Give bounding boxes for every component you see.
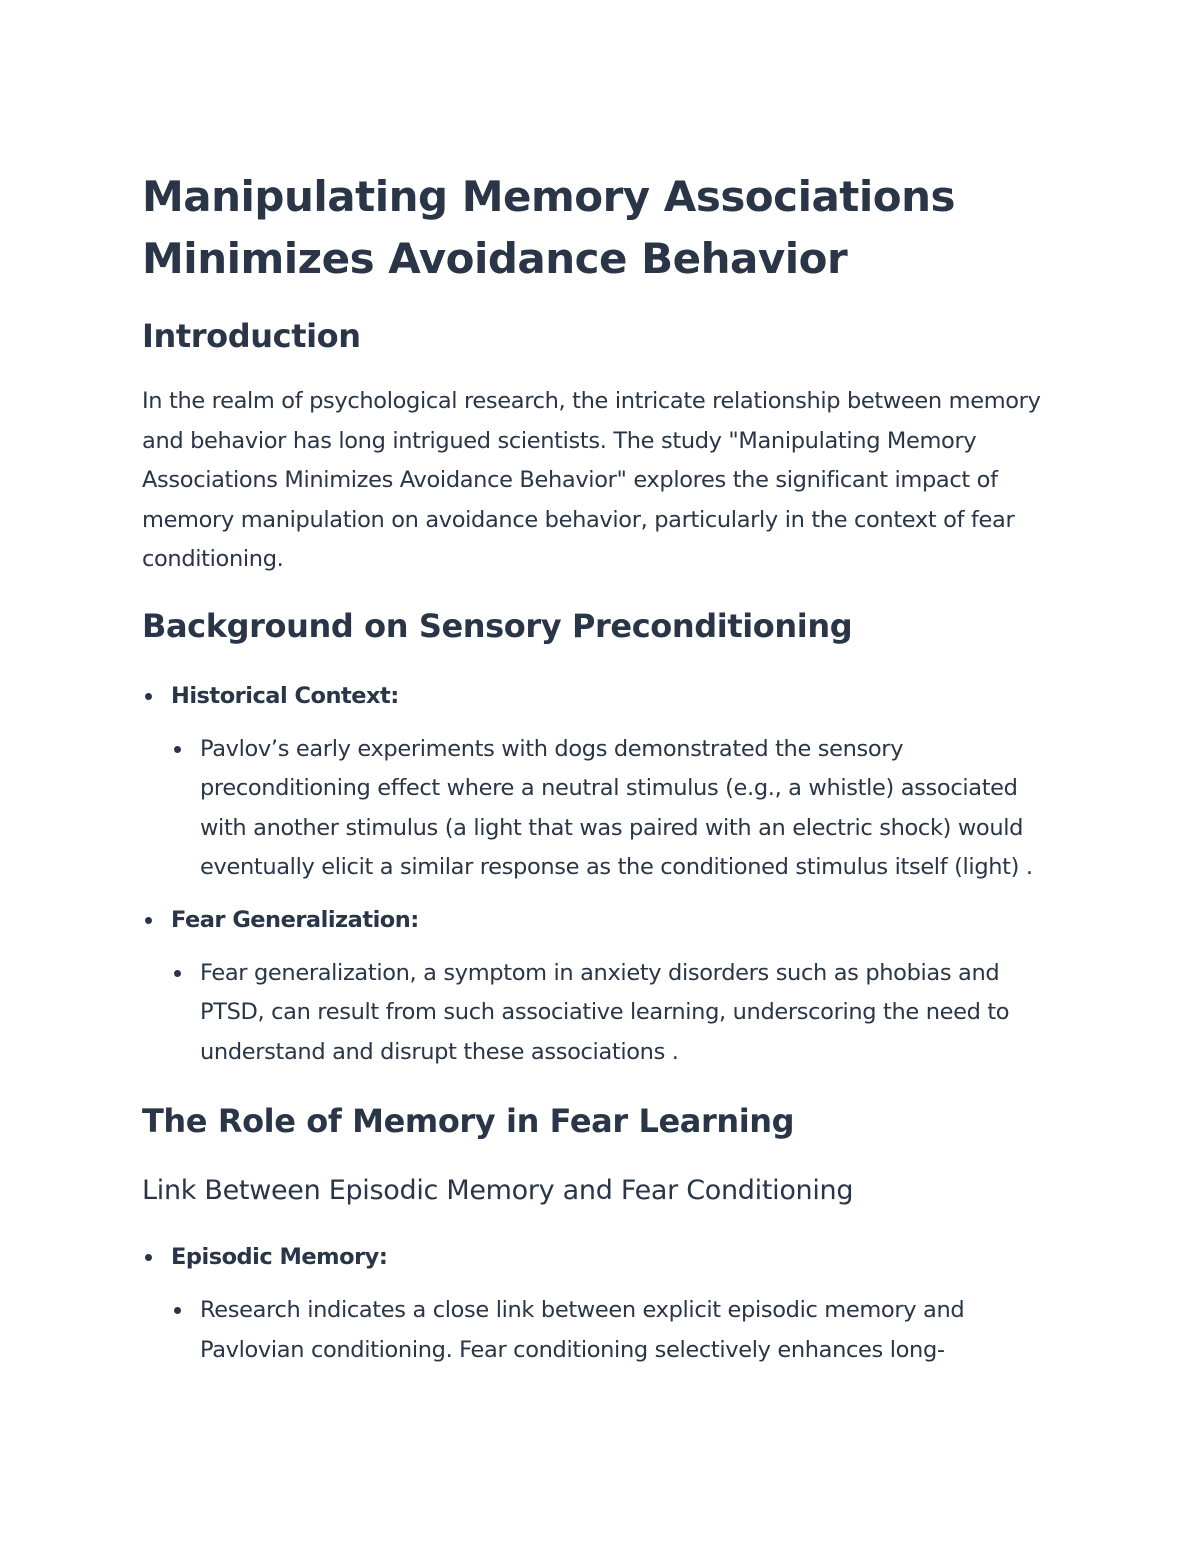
sub-list-item bbox=[171, 1291, 1070, 1370]
list-item-label: Episodic Memory: bbox=[171, 1244, 388, 1271]
list-item-episodic-memory bbox=[142, 1238, 1070, 1370]
background-heading: Background on Sensory Preconditioning bbox=[142, 606, 853, 645]
sub-list bbox=[171, 730, 1070, 888]
bullet-icon bbox=[145, 917, 152, 924]
sub-list-item bbox=[171, 954, 1070, 1073]
bullet-icon bbox=[174, 746, 181, 753]
document-title: Manipulating Memory Associations Minimizes Avoidance Behavior bbox=[142, 172, 956, 283]
list-item-label: Fear Generalization: bbox=[171, 906, 419, 933]
background-list bbox=[142, 677, 1070, 1072]
bullet-icon bbox=[145, 1254, 152, 1261]
sub-list bbox=[171, 954, 1070, 1073]
sub-list bbox=[171, 1291, 1070, 1370]
list-item-label: Historical Context: bbox=[171, 682, 399, 709]
bullet-icon bbox=[174, 970, 181, 977]
memory-role-heading: The Role of Memory in Fear Learning bbox=[142, 1102, 795, 1141]
list-item-historical-context bbox=[142, 677, 1070, 888]
memory-role-subheading: Link Between Episodic Memory and Fear Conditioning bbox=[142, 1175, 854, 1207]
sub-list-item-text: Research indicates a close link between explicit episodic memory and Pavlovian conditioning. Fear conditioning selectively enhances long- bbox=[200, 1296, 965, 1363]
bullet-icon bbox=[145, 693, 152, 700]
sub-list-item-text: Fear generalization, a symptom in anxiety disorders such as phobias and PTSD, can result from such associative learning, underscoring the need to understand and disrupt these associations . bbox=[200, 959, 1010, 1065]
introduction-heading: Introduction bbox=[142, 317, 361, 355]
bullet-icon bbox=[174, 1307, 181, 1314]
introduction-paragraph: In the realm of psychological research, the intricate relationship between memory and behavior has long intrigued scientists. The study "Manipulating Memory Associations Minimizes Avoidance Behavior" explores the significant impact of memory manipulation on avoidance behavior, particularly in the context of fear conditioning. bbox=[142, 388, 1041, 573]
memory-role-list bbox=[142, 1238, 1070, 1370]
sub-list-item bbox=[171, 730, 1070, 888]
sub-list-item-text: Pavlov’s early experiments with dogs demonstrated the sensory preconditioning effect where a neutral stimulus (e.g., a whistle) associated with another stimulus (a light that was paired with an electric shock) would eventually elicit a similar response as the conditioned stimulus itself (light) . bbox=[200, 735, 1033, 881]
list-item-fear-generalization bbox=[142, 901, 1070, 1072]
